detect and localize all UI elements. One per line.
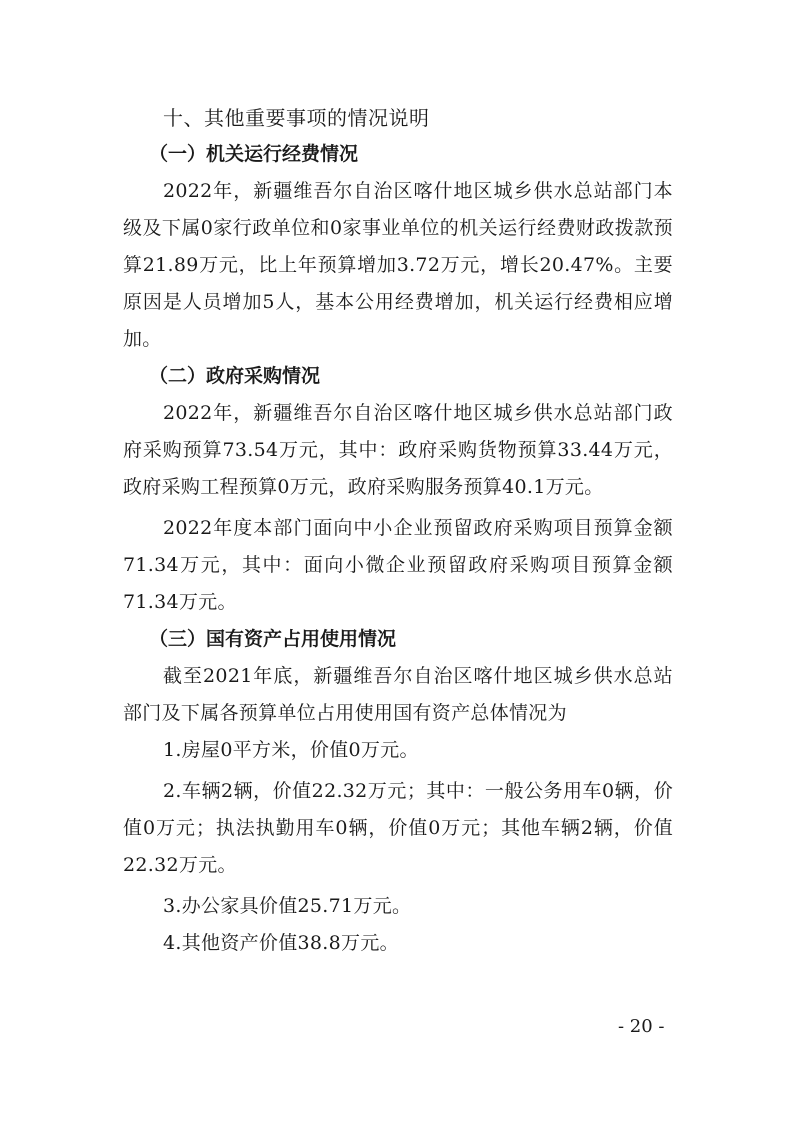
- paragraph-operating-expenses: 2022年，新疆维吾尔自治区喀什地区城乡供水总站部门本级及下属0家行政单位和0家事业单位的机关运行经费财政拨款预算21.89万元，比上年预算增加3.72万元，增长20.47%。主要原因是人员增加5人，基本公用经费增加，机关运行经费相应增加。: [123, 180, 673, 350]
- paragraph-sme-reserve: 2022年度本部门面向中小企业预留政府采购项目预算金额71.34万元，其中：面向小微企业预留政府采购项目预算金额71.34万元。: [123, 517, 673, 613]
- list-item-furniture: 3.办公家具价值25.71万元。: [163, 895, 412, 917]
- paragraph-procurement: 2022年，新疆维吾尔自治区喀什地区城乡供水总站部门政府采购预算73.54万元，其中：政府采购货物预算33.44万元，政府采购工程预算0万元，政府采购服务预算40.1万元。: [123, 402, 673, 498]
- list-item-other-assets: 4.其他资产价值38.8万元。: [163, 932, 399, 954]
- page-number: - 20 -: [618, 1016, 665, 1037]
- paragraph-assets-intro: 截至2021年底，新疆维吾尔自治区喀什地区城乡供水总站部门及下属各预算单位占用使用国有资产总体情况为: [123, 665, 673, 724]
- list-item-vehicles: 2.车辆2辆，价值22.32万元；其中：一般公务用车0辆，价值0万元；执法执勤用车0辆，价值0万元；其他车辆2辆，价值22.32万元。: [123, 780, 673, 876]
- subsection-heading-3: （三）国有资产占用使用情况: [149, 628, 397, 650]
- subsection-heading-2: （二）政府采购情况: [149, 365, 321, 387]
- list-item-housing: 1.房屋0平方米，价值0万元。: [163, 739, 419, 761]
- page-content: [123, 100, 673, 962]
- subsection-heading-1: （一）机关运行经费情况: [149, 143, 359, 165]
- section-title: 十、其他重要事项的情况说明: [163, 106, 430, 130]
